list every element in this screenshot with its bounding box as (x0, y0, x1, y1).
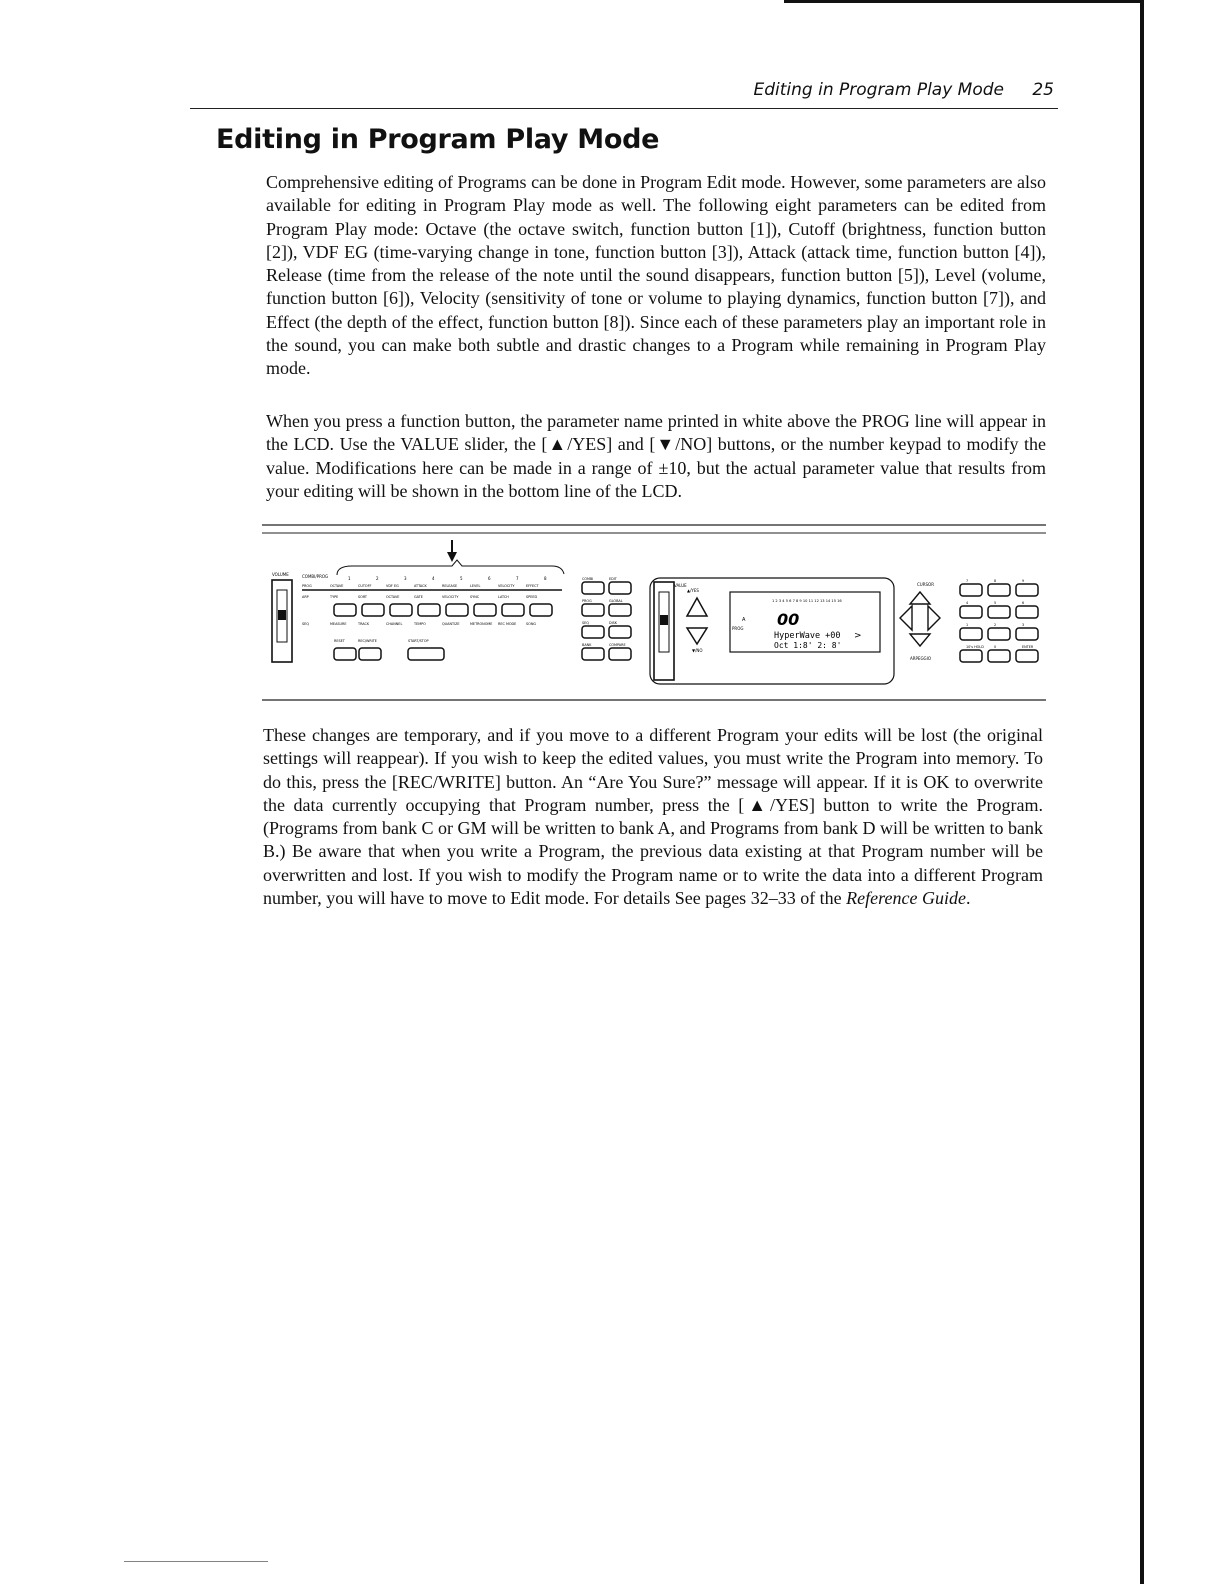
mode-button-combi[interactable] (582, 582, 604, 594)
function-arp-label: TYPE (330, 595, 339, 599)
mode-label: DISK (609, 621, 617, 625)
cursor-pad[interactable] (900, 582, 940, 661)
keypad-button-4[interactable] (960, 606, 982, 618)
no-label: ▼/NO (692, 648, 703, 653)
function-prog-label: CUTOFF (358, 584, 372, 588)
keypad-button-9[interactable] (1016, 584, 1038, 596)
keypad-button-0[interactable] (988, 650, 1010, 662)
function-arp-label: GATE (414, 595, 423, 599)
function-seq-label: QUANTIZE (442, 622, 460, 626)
arpeggio-label: ARPEGGIO (910, 656, 931, 661)
lcd-number: 00 (777, 610, 800, 629)
keypad-label: 5 (994, 601, 997, 605)
function-prog-label: VELOCITY (498, 584, 515, 588)
reference-guide-title: Reference Guide (846, 888, 966, 909)
lcd-scale: 1 2 3 4 5 6 7 8 9 10 11 12 13 14 15 16 (772, 599, 842, 603)
function-prog-label: OCTAVE (330, 584, 344, 588)
keypad-label: 7 (966, 579, 969, 583)
function-button-1[interactable] (334, 604, 356, 616)
keypad-label: ENTER (1022, 645, 1034, 649)
lcd-display (730, 592, 880, 652)
keypad-label: 1 (966, 623, 969, 627)
function-number: 8 (544, 576, 547, 581)
function-button-4[interactable] (418, 604, 440, 616)
function-arp-label: ARP (302, 595, 309, 599)
volume-label: VOLUME (272, 572, 289, 577)
page-edge-top (784, 0, 1144, 3)
function-number: 3 (404, 576, 407, 581)
function-arp-label: LATCH (498, 595, 509, 599)
function-number: 4 (432, 576, 435, 581)
page-edge-right (1140, 0, 1144, 1584)
keypad-label: 3 (1022, 623, 1025, 627)
lcd-a: A (742, 617, 746, 623)
mode-label: BANK (582, 643, 592, 647)
function-prog-label: LEVEL (470, 584, 481, 588)
running-header (190, 80, 1058, 109)
function-prog-label: EFFECT (526, 584, 539, 588)
keypad-button-2[interactable] (988, 628, 1010, 640)
function-button-2[interactable] (362, 604, 384, 616)
section-heading: Editing in Program Play Mode (216, 124, 660, 155)
keypad-button-3[interactable] (1016, 628, 1038, 640)
keypad-label: 2 (994, 623, 997, 627)
keypad-label: 0 (994, 645, 997, 649)
keypad-label: 10's HOLD (966, 645, 984, 649)
mode-button-bank[interactable] (582, 648, 604, 660)
function-arp-label: OCTAVE (386, 595, 400, 599)
mode-label: PROG (582, 599, 592, 603)
mode-label: COMPARE (609, 643, 626, 647)
function-button-6[interactable] (474, 604, 496, 616)
function-arp-label: VELOCITY (442, 595, 459, 599)
function-arp-label: SPEED (526, 595, 538, 599)
lcd-prog: PROG (732, 626, 744, 631)
mode-button-seq[interactable] (582, 626, 604, 638)
lcd-arrow: > (854, 631, 862, 641)
temporary-main-text: These changes are temporary, and if you move to a different Program your edits will be lost (the original settings will reappear). If you wish to keep the edited values, you must write the Program into memory. To do this, press the [REC/WRITE] button. An “Are You Sure?” message will appear. If it is OK to overwrite the data currently occupying that Program number, press the [▲/YES] button to write the Program. (Programs from bank C or GM will be written to bank A, and Programs from bank D will be written to bank B.) Be aware that when you write a Program, the previous data existing at that Program number will be overwritten and lost. If you wish to modify the Program name or to write the data into a different Program number, you will have to move to Edit mode. For details See pages 32–33 of the (263, 725, 1043, 909)
mode-button-global[interactable] (609, 604, 631, 616)
mode-button-edit[interactable] (609, 582, 631, 594)
function-arp-label: SORT (358, 595, 368, 599)
mode-label: SEQ (582, 621, 589, 625)
yes-label: ▲/YES (687, 588, 699, 593)
temporary-end-text: . (965, 888, 971, 909)
mode-button-compare[interactable] (609, 648, 631, 660)
no-button[interactable] (687, 628, 707, 653)
function-prog-label: ATTACK (414, 584, 427, 588)
page-number: 25 (1032, 80, 1054, 100)
keypad-label: 8 (994, 579, 997, 583)
volume-slider[interactable] (272, 572, 292, 662)
value-label: VALUE (674, 583, 687, 588)
keypad-label: 9 (1022, 579, 1025, 583)
rec-write-button[interactable] (359, 648, 381, 660)
combi-prog-label: COMBI/PROG (302, 574, 329, 579)
keypad-label: 6 (1022, 601, 1025, 605)
function-seq-label: SEQ (302, 622, 309, 626)
mode-button-prog[interactable] (582, 604, 604, 616)
function-number: 1 (348, 576, 351, 581)
function-number: 7 (516, 576, 519, 581)
keypad-label: 4 (966, 601, 969, 605)
mode-label: GLOBAL (609, 599, 623, 603)
cursor-label: CURSOR (917, 582, 934, 587)
function-seq-label: METRONOME (470, 622, 493, 626)
function-seq-label: CHANNEL (386, 622, 403, 626)
down-arrow-icon (447, 540, 457, 562)
function-prog-label: RELEASE (442, 584, 458, 588)
function-button-3[interactable] (390, 604, 412, 616)
function-arp-label: SYNC (470, 595, 480, 599)
keypad-button-7[interactable] (960, 584, 982, 596)
function-seq-label: TEMPO (414, 622, 426, 626)
function-button-7[interactable] (502, 604, 524, 616)
function-prog-label: PROG (302, 584, 312, 588)
keypad-button-6[interactable] (1016, 606, 1038, 618)
transport-label: REC/WRITE (358, 639, 377, 643)
function-number: 6 (488, 576, 491, 581)
mode-button-disk[interactable] (609, 626, 631, 638)
transport-label: RESET (334, 639, 345, 643)
keypad-button-5[interactable] (988, 606, 1010, 618)
function-seq-label: TRACK (358, 622, 370, 626)
keypad-button-8[interactable] (988, 584, 1010, 596)
front-panel-figure (262, 520, 1046, 706)
function-button-5[interactable] (446, 604, 468, 616)
function-seq-label: SONG (526, 622, 536, 626)
mode-label: EDIT (609, 577, 617, 581)
function-seq-label: REC MODE (498, 622, 517, 626)
function-prog-label: VDF EG (386, 584, 399, 588)
mode-label: COMBI (582, 577, 594, 581)
function-number: 2 (376, 576, 379, 581)
start-stop-button[interactable] (408, 648, 444, 660)
keypad-button-1[interactable] (960, 628, 982, 640)
reset-button[interactable] (334, 648, 356, 660)
temporary-changes-paragraph (263, 724, 1043, 910)
keypad-button-enter[interactable] (1016, 650, 1038, 662)
lcd-line1: HyperWave +00 (774, 631, 841, 641)
transport-label: START/STOP (408, 639, 429, 643)
header-title: Editing in Program Play Mode (753, 80, 1004, 100)
intro-paragraph: Comprehensive editing of Programs can be done in Program Edit mode. However, some parameters are also available for editing in Program Play mode as well. The following eight parameters can be edited from Program Play mode: Octave (the octave switch, function button [1]), Cutoff (brightness, function button [2]), VDF EG (time-varying change in tone, function button [3]), Attack (attack time, function button [4]), Release (time from the release of the note until the sound disappears, function button [5]), Level (volume, function button [6]), Velocity (sensitivity of tone or volume to playing dynamics, function button [7]), and Effect (the depth of the effect, function button [8]). Since each of these parameters play an important role in the sound, you can make both subtle and drastic changes to a Program while remaining in Program Play mode. (266, 172, 1046, 379)
function-button-paragraph: When you press a function button, the parameter name printed in white above the PROG line will appear in the LCD. Use the VALUE slider, the [▲/YES] and [▼/NO] buttons, or the number keypad to modify the value. Modifications here can be made in a range of ±10, but the actual parameter value that results from your editing will be shown in the bottom line of the LCD. (266, 411, 1046, 501)
function-button-8[interactable] (530, 604, 552, 616)
function-seq-label: MEASURE (330, 622, 347, 626)
yes-button[interactable] (687, 588, 707, 616)
function-number: 5 (460, 576, 463, 581)
lcd-line2: Oct 1:8' 2: 8' (774, 641, 842, 650)
page-edge-bottom (124, 1561, 268, 1562)
keypad-button-10shold[interactable] (960, 650, 982, 662)
